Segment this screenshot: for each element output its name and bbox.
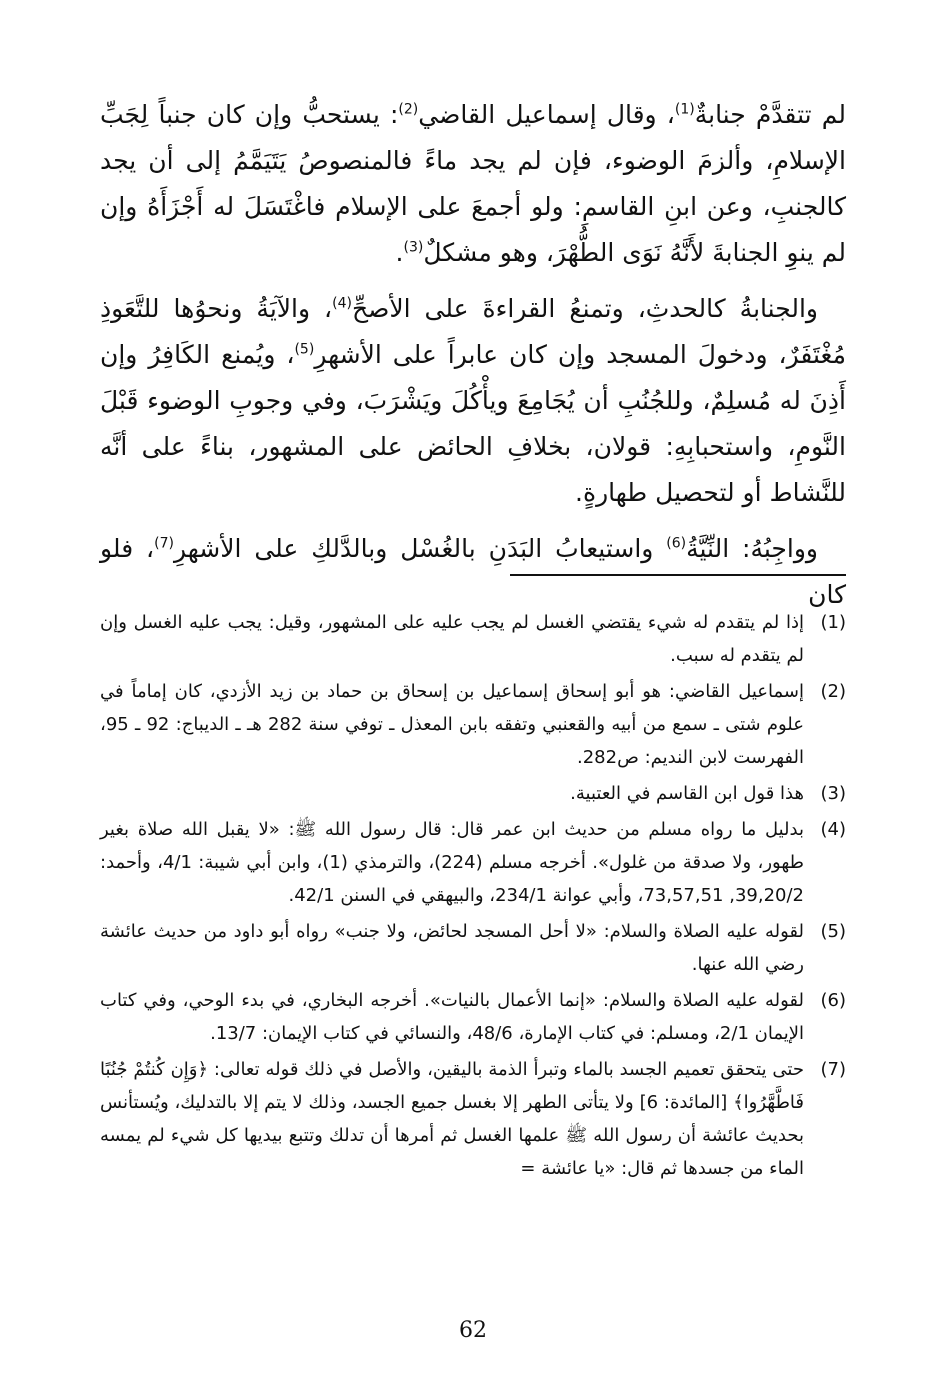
footnote-text: بدليل ما رواه مسلم من حديث ابن عمر قال: قال رسول الله ﷺ: «لا يقبل الله صلاة بغير طهور، ولا صدقة من غلول». أخرجه مسلم (224)، والترمذي (1)، وابن أبي شيبة: 4/1، وأحمد: 39,20/2, 73,57,51، وأبي عوانة 234/1، والبيهقي في السنن 42/1. (100, 819, 804, 906)
footnote-ref: (2) (398, 101, 419, 118)
footnote-number: (4) (820, 819, 846, 840)
footnote-ref: (3) (403, 239, 424, 256)
text-segment: وواجِبُهُ: النِّيَّةُ (686, 534, 818, 563)
footnote-text: هذا قول ابن القاسم في العتبية. (570, 783, 804, 804)
text-segment: . (395, 238, 404, 267)
footnote-text: حتى يتحقق تعميم الجسد بالماء وتبرأ الذمة باليقين، والأصل في ذلك قوله تعالى: ﴿وَإِن كُنتُمْ جُنُبًا فَاطَّهَّرُوا﴾ [المائدة: 6] ولا يتأتى الطهر إلا بغسل جميع الجسد، وذلك لا يتم إلا بالتدليك، ويُستأنس بحديث عائشة أن رسول الله ﷺ علمها الغسل ثم أمرها أن تدلك وتتبع بيديها كل شيء لم يمسه الماء من جسدها ثم قال: «يا عائشة = (100, 1059, 804, 1179)
footnote (100, 984, 846, 1050)
footnote-ref: (5) (294, 341, 315, 358)
text-segment: واستيعابُ البَدَنِ بالغُسْل وبالدَّلكِ على الأشهرِ (173, 534, 667, 563)
footnote-text: إذا لم يتقدم له شيء يقتضي الغسل لم يجب عليه على المشهور، وقيل: يجب عليه الغسل وإن لم يتقدم له سبب. (100, 612, 804, 666)
footnote-number: (5) (820, 921, 846, 942)
footnote (100, 675, 846, 774)
footnote-separator (510, 574, 846, 576)
text-segment: ، فلو كان (100, 534, 846, 609)
footnote-number: (2) (820, 681, 846, 702)
footnote-ref: (4) (332, 295, 352, 312)
footnote-number: (1) (820, 612, 846, 633)
body-paragraph (100, 526, 846, 618)
text-segment: ، ويُمنع الكَافِرُ وإن أَذِنَ له مُسلِمٌ، وللجُنُبِ أن يُجَامِعَ ويأْكُلَ ويَشْرَبَ، وفي وجوبِ الوضوء قَبْلَ النَّومِ، واستحبابِهِ: قولان، بخلافِ الحائض على المشهور، بناءً على أنَّه للنَّشاط أو لتحصيل طهارةٍ. (100, 340, 846, 507)
footnotes (100, 606, 846, 1188)
footnote-number: (6) (820, 990, 846, 1011)
footnote-text: إسماعيل القاضي: هو أبو إسحاق إسماعيل بن إسحاق بن حماد بن زيد الأزدي، كان إماماً في علوم شتى ـ سمع من أبيه والقعنبي وتفقه بابن المعذل ـ توفي سنة 282 هـ ـ الديباج: 92 ـ 95، الفهرست لابن النديم: ص282. (100, 681, 804, 768)
text-segment: لم تتقدَّمْ جنابةٌ (694, 100, 846, 129)
footnote-ref: (1) (674, 101, 695, 118)
body-paragraph (100, 92, 846, 276)
text-segment: ، والآيَةُ ونحوُها للتَّعَوذِ مُغْتَفَرٌ، ودخولَ المسجد وإن كان عابراً على الأشهرِ (100, 294, 847, 369)
text-segment: ، وقال إسماعيل القاضي (418, 100, 675, 129)
footnote-ref: (7) (154, 535, 174, 552)
footnote-number: (7) (820, 1059, 846, 1080)
footnote-ref: (6) (666, 535, 687, 552)
footnote (100, 777, 846, 810)
page-number: 62 (459, 1318, 487, 1343)
body-paragraph (100, 286, 846, 516)
footnote (100, 1053, 846, 1185)
footnote (100, 606, 846, 672)
footnote (100, 915, 846, 981)
footnote-text: لقوله عليه الصلاة والسلام: «إنما الأعمال بالنيات». أخرجه البخاري، في بدء الوحي، وفي كتاب الإيمان 2/1، ومسلم: في كتاب الإمارة، 48/6، والنسائي في كتاب الإيمان: 13/7. (100, 990, 804, 1044)
footnote (100, 813, 846, 912)
main-text (100, 92, 846, 628)
footnote-number: (3) (820, 783, 846, 804)
text-segment: : يستحبُّ وإن كان جنباً لِجَبِّ الإسلامِ، وألزمَ الوضوء، فإن لم يجد ماءً فالمنصوصُ يَتَيَمَّمُ إلى أن يجد كالجنبِ، وعن ابنِ القاسمِ: ولو أجمعَ على الإسلام فاغْتَسَلَ له أَجْزَأَهُ وإن لم ينوِ الجنابةَ لأَنَّهُ نَوَى الطُّهْرَ، وهو مشكلٌ (100, 100, 846, 267)
text-segment: والجنابةُ كالحدثِ، وتمنعُ القراءةَ على الأصحِّ (351, 294, 818, 323)
footnote-text: لقوله عليه الصلاة والسلام: «لا أحل المسجد لحائض، ولا جنب» رواه أبو داود من حديث عائشة رضي الله عنها. (100, 921, 804, 975)
